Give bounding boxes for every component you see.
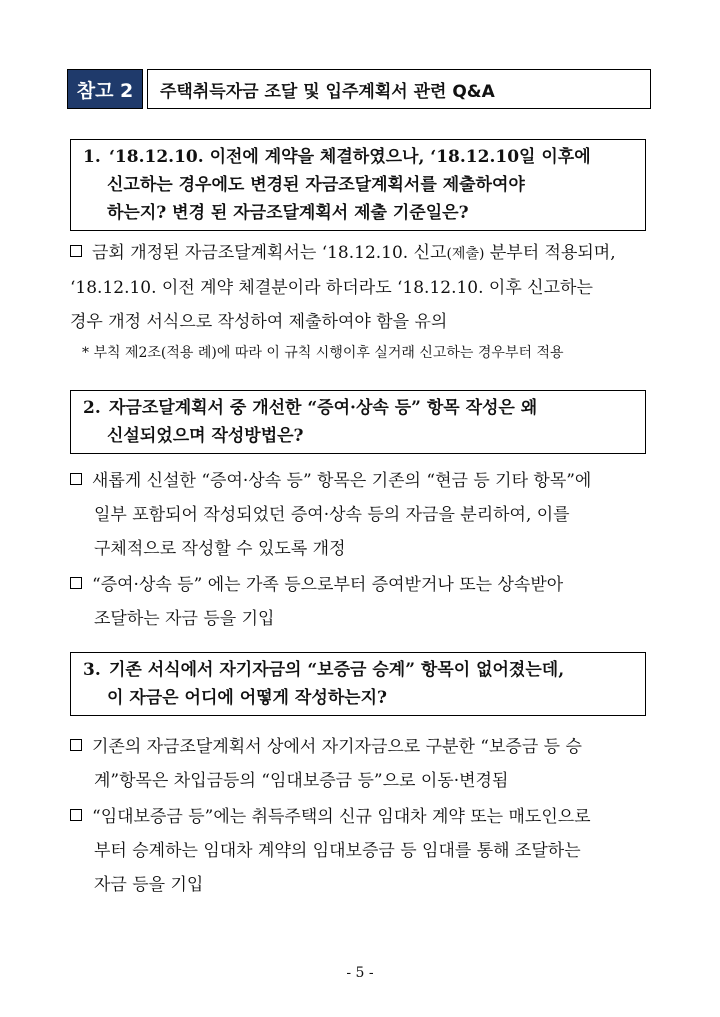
question-number: 2. bbox=[83, 398, 101, 418]
question-line: 3. 기존 서식에서 자기자금의 “보증금 승계” 항목이 없어졌는데, bbox=[83, 656, 635, 684]
answer-paragraph-2b bbox=[70, 568, 650, 636]
answer-line: 자금 등을 기입 bbox=[94, 875, 204, 895]
document-header bbox=[67, 69, 651, 109]
checkbox-bullet-icon bbox=[70, 473, 82, 485]
answer-line: 조달하는 자금 등을 기입 bbox=[94, 609, 275, 629]
answer-line: 부터 승계하는 임대차 계약의 임대보증금 등 임대를 통해 조달하는 bbox=[94, 841, 581, 861]
answer-line: 금회 개정된 자금조달계획서는 ‘18.12.10. 신고(제출) 분부터 적용되며, bbox=[70, 236, 650, 271]
answer-paragraph-3b bbox=[70, 800, 650, 902]
question-box-3 bbox=[70, 652, 646, 716]
answer-line: 구체적으로 작성할 수 있도록 개정 bbox=[94, 539, 346, 559]
answer-line: ‘18.12.10. 이전 계약 체결분이라 하더라도 ‘18.12.10. 이후 신고하는 bbox=[70, 278, 593, 298]
checkbox-bullet-icon bbox=[70, 245, 82, 257]
question-number: 1. bbox=[83, 147, 101, 167]
page-title: 주택취득자금 조달 및 입주계획서 관련 Q&A bbox=[147, 69, 651, 109]
answer-line: 기존의 자금조달계획서 상에서 자기자금으로 구분한 “보증금 등 승 bbox=[70, 730, 650, 764]
question-line: 신설되었으며 작성방법은? bbox=[107, 426, 304, 446]
answer-paragraph-3a bbox=[70, 730, 650, 798]
sub-note: (제출) bbox=[446, 246, 485, 262]
answer-paragraph-2a bbox=[70, 464, 650, 566]
question-line: 신고하는 경우에도 변경된 자금조달계획서를 제출하여야 bbox=[107, 175, 525, 195]
answer-line: “증여·상속 등” 에는 가족 등으로부터 증여받거나 또는 상속받아 bbox=[70, 568, 650, 602]
question-number: 3. bbox=[83, 660, 101, 680]
page-number: - 5 - bbox=[346, 965, 374, 981]
checkbox-bullet-icon bbox=[70, 739, 82, 751]
question-line: 1. ‘18.12.10. 이전에 계약을 체결하였으나, ‘18.12.10일 이후에 bbox=[83, 143, 635, 171]
answer-line: 새롭게 신설한 “증여·상속 등” 항목은 기존의 “현금 등 기타 항목”에 bbox=[70, 464, 650, 498]
answer-line: 경우 개정 서식으로 작성하여 제출하여야 함을 유의 bbox=[70, 312, 448, 332]
question-box-1 bbox=[70, 139, 646, 231]
answer-line: “임대보증금 등”에는 취득주택의 신규 임대차 계약 또는 매도인으로 bbox=[70, 800, 650, 834]
answer-line: 계”항목은 차입금등의 “임대보증금 등”으로 이동·변경됨 bbox=[94, 771, 509, 791]
question-line: 하는지? 변경 된 자금조달계획서 제출 기준일은? bbox=[107, 203, 469, 223]
answer-line: 일부 포함되어 작성되었던 증여·상속 등의 자금을 분리하여, 이를 bbox=[94, 505, 570, 525]
footnote: * 부칙 제2조(적용 례)에 따라 이 규칙 시행이후 실거래 신고하는 경우부터 적용 bbox=[82, 345, 564, 361]
answer-paragraph-1 bbox=[70, 236, 650, 339]
reference-tag: 참고 2 bbox=[67, 69, 143, 109]
question-box-2 bbox=[70, 390, 646, 454]
question-line: 이 자금은 어디에 어떻게 작성하는지? bbox=[107, 688, 387, 708]
question-line: 2. 자금조달계획서 중 개선한 “증여·상속 등” 항목 작성은 왜 bbox=[83, 394, 635, 422]
checkbox-bullet-icon bbox=[70, 809, 82, 821]
checkbox-bullet-icon bbox=[70, 577, 82, 589]
